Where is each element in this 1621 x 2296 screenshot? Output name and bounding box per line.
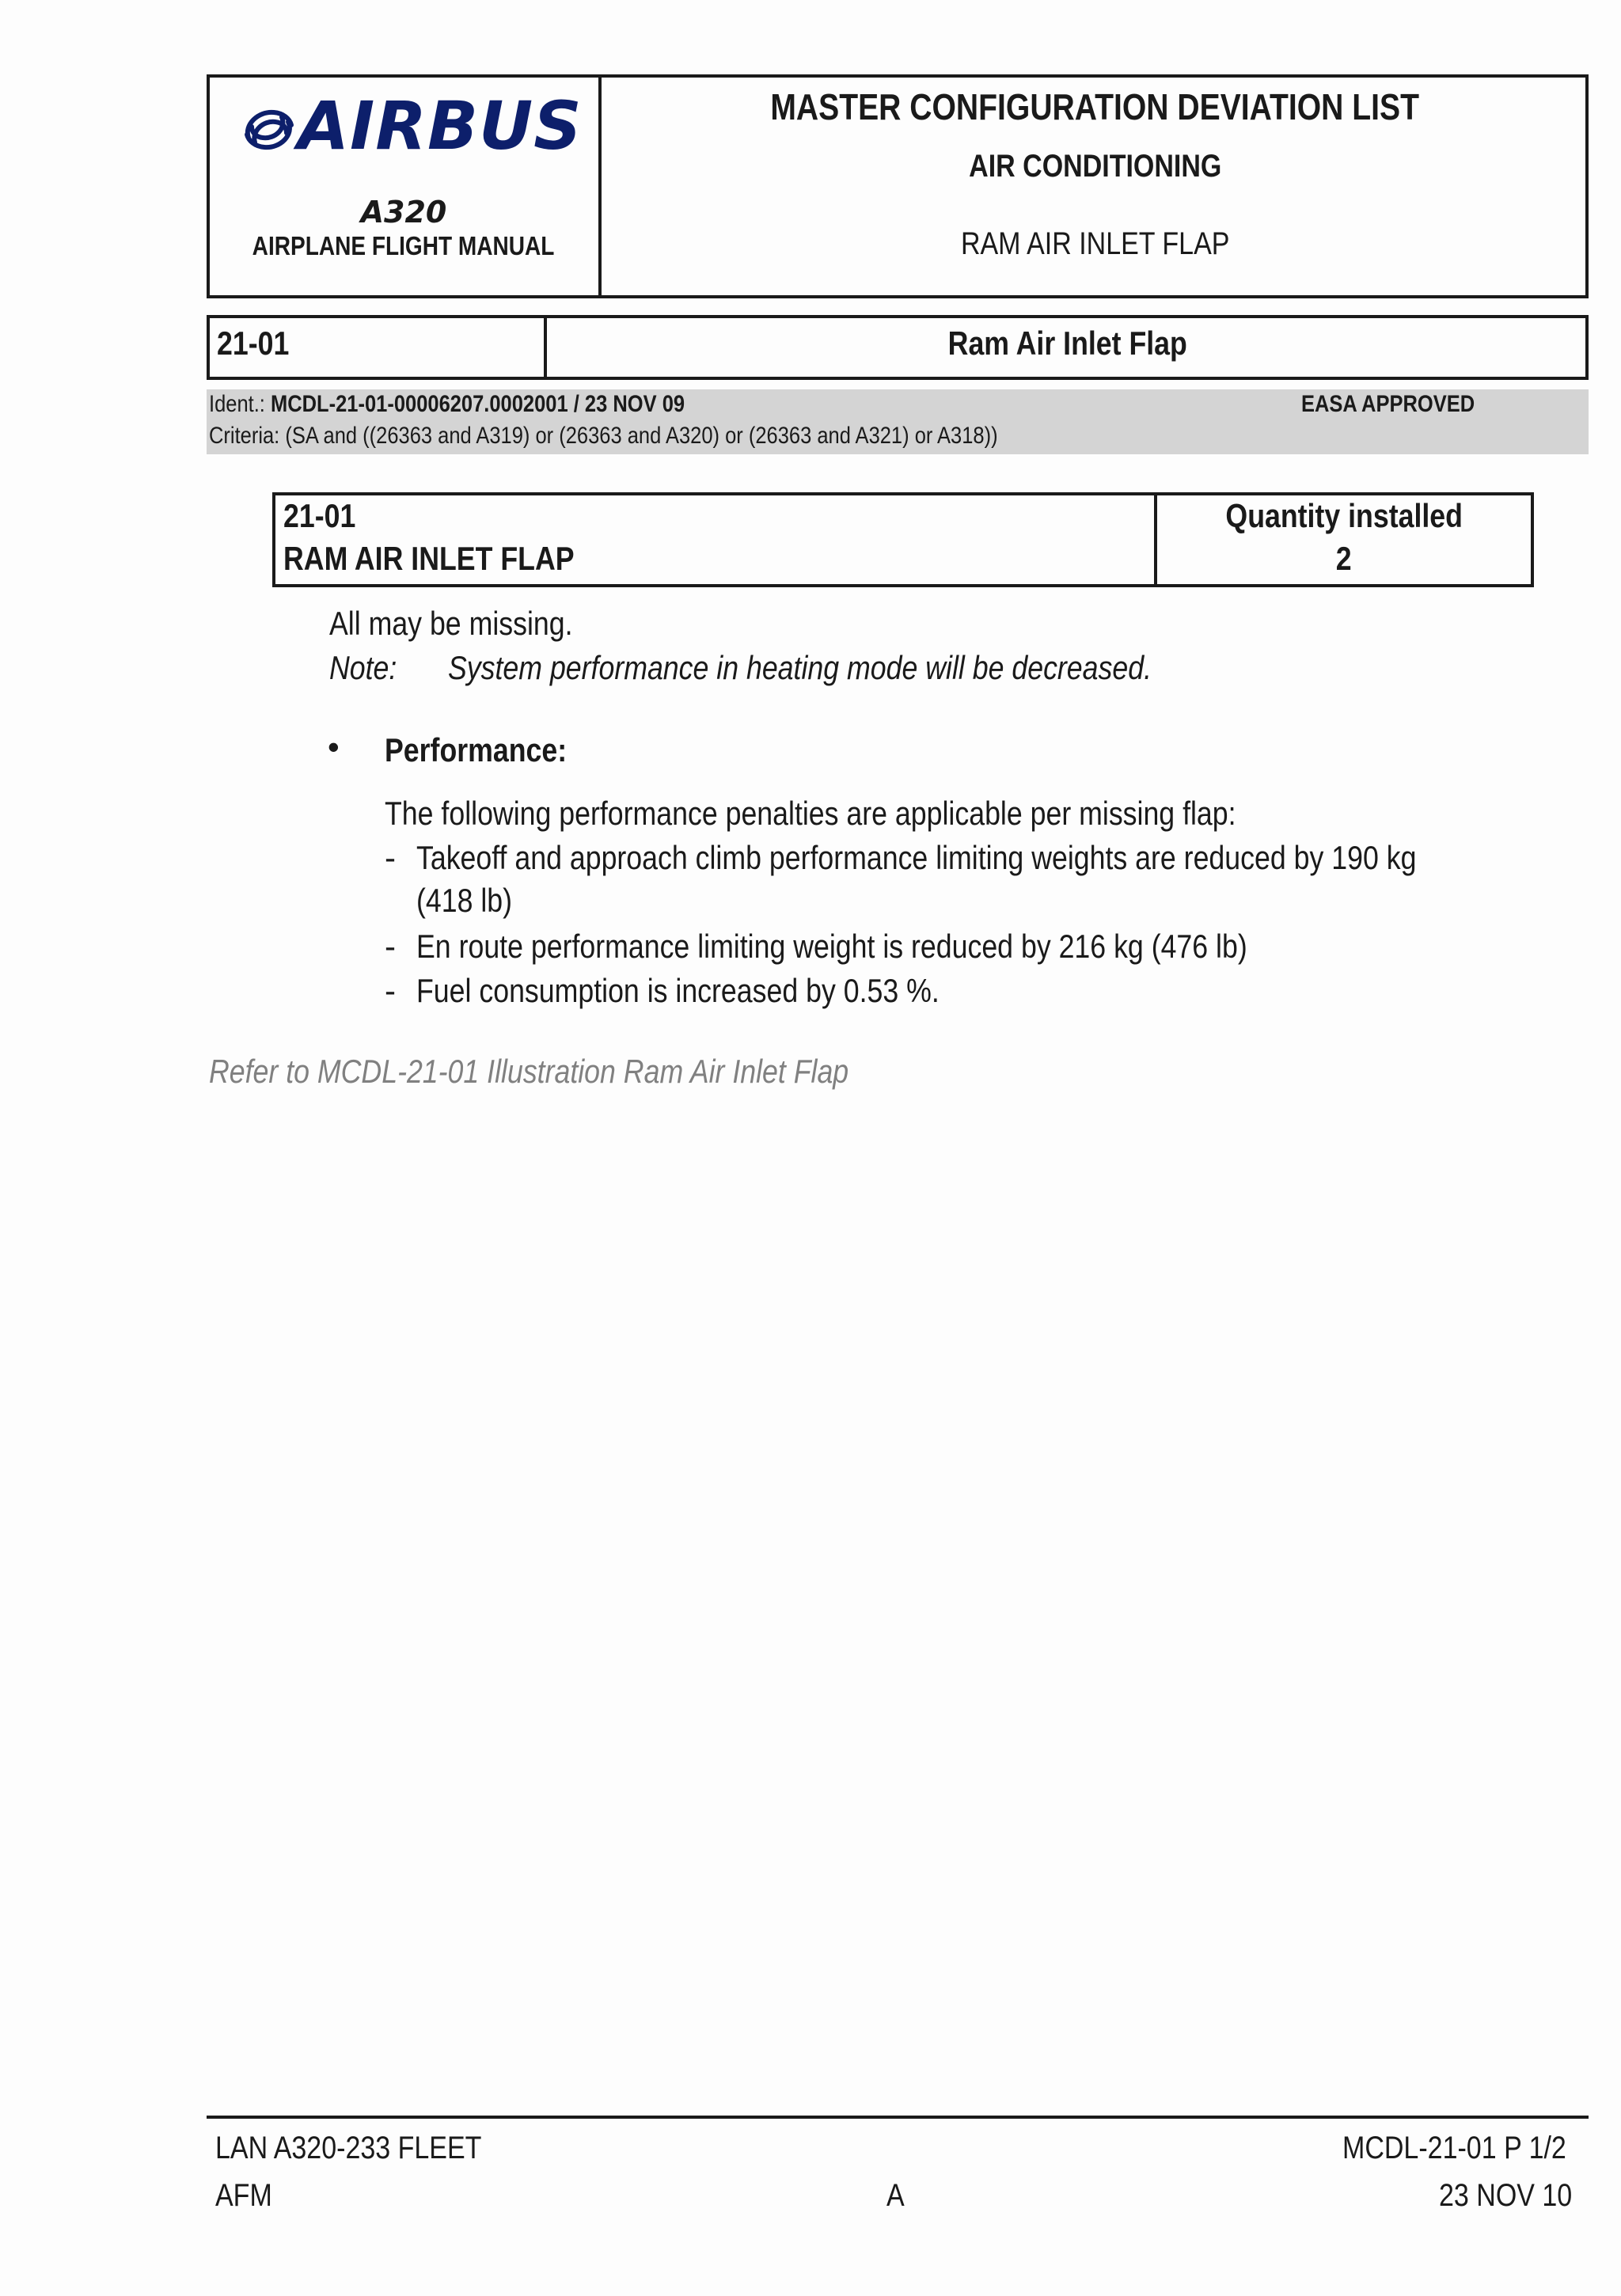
penalty-1-continuation-text: (418 lb) (416, 882, 513, 919)
document-title-text: MASTER CONFIGURATION DEVIATION LIST (770, 86, 1420, 127)
reference-title-text: Ram Air Inlet Flap (947, 324, 1188, 362)
airbus-logo-wordmark: AIRBUS (298, 87, 583, 165)
missing-statement-text: All may be missing. (329, 605, 573, 642)
manual-title (209, 231, 598, 261)
illustration-reference-text: Refer to MCDL-21-01 Illustration Ram Air Inlet Flap (209, 1053, 849, 1090)
document-title (602, 85, 1589, 128)
footer-fleet (215, 2131, 529, 2166)
ident-line (209, 391, 769, 418)
performance-intro-text: The following performance penalties are applicable per missing flap: (385, 795, 1236, 832)
footer-page-number (1342, 2131, 1606, 2166)
criteria-line (209, 423, 1137, 450)
approval-status-text: EASA APPROVED (1301, 391, 1475, 417)
quantity-label-text: Quantity installed (1225, 497, 1463, 534)
airbus-logo-icon (237, 101, 301, 158)
footer-date (1439, 2178, 1596, 2214)
quantity-label (1157, 497, 1531, 535)
penalty-1-text: Takeoff and approach climb performance limiting weights are reduced by 190 kg (416, 839, 1417, 876)
reference-code-text: 21-01 (217, 324, 290, 362)
manual-title-text: AIRPLANE FLIGHT MANUAL (252, 231, 555, 260)
penalty-1 (416, 839, 1593, 877)
approval-status (1301, 391, 1505, 418)
penalty-3-text: Fuel consumption is increased by 0.53 %. (416, 972, 940, 1009)
footer-page-number-text: MCDL-21-01 P 1/2 (1342, 2131, 1566, 2165)
penalty-2-text: En route performance limiting weight is reduced by 216 kg (476 lb) (416, 928, 1247, 965)
performance-heading-text: Performance: (385, 731, 568, 768)
illustration-reference (209, 1053, 962, 1091)
bullet-icon: • (328, 728, 340, 765)
footer-date-text: 23 NOV 10 (1439, 2178, 1573, 2213)
chapter-title-text: AIR CONDITIONING (968, 149, 1222, 184)
penalty-2-dash: - (385, 928, 396, 965)
penalty-1-continuation (416, 882, 529, 920)
ident-value: MCDL-21-01-00006207.0002001 / 23 NOV 09 (270, 391, 685, 417)
reference-code (217, 324, 302, 362)
ident-label: Ident.: (209, 391, 265, 417)
penalty-3-dash: - (385, 972, 396, 1009)
reference-title (547, 324, 1589, 362)
criteria-text: Criteria: (SA and ((26363 and A319) or (26363 and A320) or (26363 and A321) or A318)) (209, 423, 998, 449)
footer-revision (886, 2178, 908, 2214)
note-label (329, 649, 408, 687)
footer-fleet-text: LAN A320-233 FLEET (215, 2131, 482, 2165)
footer-rule (207, 2116, 1589, 2119)
item-title-text: RAM AIR INLET FLAP (960, 226, 1230, 261)
footer-afm (215, 2178, 282, 2214)
quantity-value-text: 2 (1336, 540, 1352, 577)
item-title (602, 226, 1589, 262)
quantity-value (1157, 540, 1531, 578)
note-text-content: System performance in heating mode will be decreased. (448, 649, 1152, 686)
chapter-title (602, 149, 1589, 184)
item-code-text: 21-01 (283, 497, 356, 534)
item-name-text: RAM AIR INLET FLAP (283, 540, 575, 577)
item-code (283, 497, 368, 535)
note-text (448, 649, 1276, 687)
performance-heading (385, 731, 599, 769)
penalty-2 (416, 928, 1394, 966)
item-name (283, 540, 625, 578)
footer-afm-text: AFM (215, 2178, 272, 2213)
penalty-1-dash: - (385, 839, 396, 876)
aircraft-model: A320 (360, 195, 447, 230)
note-label-text: Note: (329, 649, 397, 686)
penalty-3 (416, 972, 1031, 1010)
performance-intro (385, 795, 1386, 833)
footer-revision-text: A (886, 2178, 905, 2213)
missing-statement (329, 605, 616, 643)
